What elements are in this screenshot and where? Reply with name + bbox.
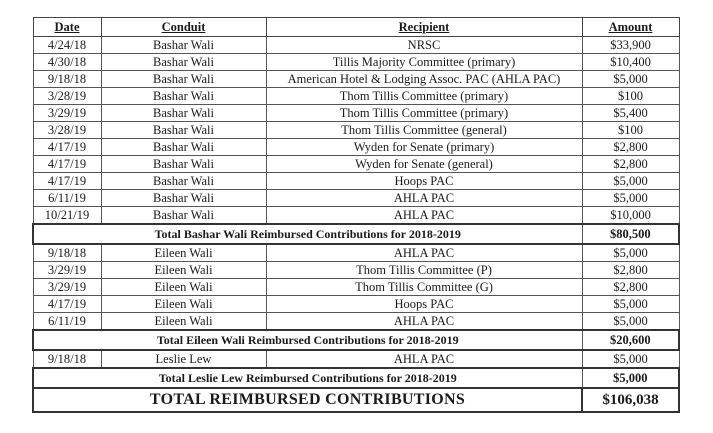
date-cell: 4/24/18 [33,37,101,54]
conduit-cell: Eileen Wali [101,244,266,262]
recipient-cell: AHLA PAC [266,207,582,225]
amount-cell: $5,000 [582,71,679,88]
table-row [33,71,679,88]
table-row [33,105,679,122]
recipient-header: Recipient [266,18,582,37]
subtotal-row [33,330,679,350]
amount-cell: $5,400 [582,105,679,122]
date-cell: 4/30/18 [33,54,101,71]
amount-cell: $5,000 [582,313,679,331]
subtotal-row [33,368,679,388]
recipient-cell: Tillis Majority Committee (primary) [266,54,582,71]
conduit-cell: Eileen Wali [101,313,266,331]
recipient-cell: AHLA PAC [266,190,582,207]
amount-cell: $2,800 [582,279,679,296]
recipient-cell: Wyden for Senate (primary) [266,139,582,156]
header-row [33,18,679,37]
subtotal-label: Total Eileen Wali Reimbursed Contributions for 2018-2019 [33,330,582,350]
amount-cell: $33,900 [582,37,679,54]
contributions-table [32,17,680,413]
table-row [33,88,679,105]
recipient-cell: Thom Tillis Committee (general) [266,122,582,139]
grand-total-amount: $106,038 [582,388,679,412]
conduit-cell: Bashar Wali [101,156,266,173]
amount-cell: $100 [582,88,679,105]
recipient-cell: NRSC [266,37,582,54]
recipient-cell: AHLA PAC [266,313,582,331]
conduit-cell: Bashar Wali [101,105,266,122]
subtotal-amount: $80,500 [582,224,679,244]
conduit-cell: Bashar Wali [101,37,266,54]
amount-cell: $2,800 [582,156,679,173]
date-cell: 3/29/19 [33,105,101,122]
date-cell: 4/17/19 [33,156,101,173]
recipient-cell: Thom Tillis Committee (primary) [266,105,582,122]
conduit-cell: Bashar Wali [101,122,266,139]
conduit-cell: Leslie Lew [101,350,266,368]
recipient-cell: Thom Tillis Committee (G) [266,279,582,296]
recipient-cell: AHLA PAC [266,350,582,368]
table-row [33,173,679,190]
date-cell: 6/11/19 [33,190,101,207]
recipient-cell: AHLA PAC [266,244,582,262]
contributions-table-container [32,17,678,413]
amount-cell: $10,400 [582,54,679,71]
amount-cell: $2,800 [582,262,679,279]
conduit-cell: Eileen Wali [101,296,266,313]
subtotal-label: Total Leslie Lew Reimbursed Contributions for 2018-2019 [33,368,582,388]
date-cell: 4/17/19 [33,296,101,313]
date-cell: 9/18/18 [33,71,101,88]
conduit-cell: Bashar Wali [101,71,266,88]
date-cell: 3/28/19 [33,122,101,139]
table-row [33,37,679,54]
table-row [33,262,679,279]
recipient-cell: Thom Tillis Committee (primary) [266,88,582,105]
amount-cell: $100 [582,122,679,139]
table-row [33,244,679,262]
date-cell: 3/29/19 [33,279,101,296]
subtotal-amount: $20,600 [582,330,679,350]
date-cell: 4/17/19 [33,139,101,156]
recipient-cell: Wyden for Senate (general) [266,156,582,173]
table-row [33,296,679,313]
table-row [33,350,679,368]
date-header: Date [33,18,101,37]
amount-cell: $5,000 [582,173,679,190]
table-row [33,207,679,225]
subtotal-amount: $5,000 [582,368,679,388]
conduit-cell: Bashar Wali [101,173,266,190]
conduit-cell: Eileen Wali [101,279,266,296]
date-cell: 3/28/19 [33,88,101,105]
table-row [33,156,679,173]
amount-cell: $5,000 [582,190,679,207]
amount-cell: $5,000 [582,350,679,368]
conduit-cell: Bashar Wali [101,54,266,71]
recipient-cell: Hoops PAC [266,296,582,313]
grand-total-row [33,388,679,412]
table-row [33,313,679,331]
conduit-header: Conduit [101,18,266,37]
table-row [33,190,679,207]
table-body [33,37,679,413]
conduit-cell: Eileen Wali [101,262,266,279]
amount-header: Amount [582,18,679,37]
date-cell: 6/11/19 [33,313,101,331]
date-cell: 3/29/19 [33,262,101,279]
date-cell: 9/18/18 [33,350,101,368]
conduit-cell: Bashar Wali [101,88,266,105]
subtotal-row [33,224,679,244]
amount-cell: $10,000 [582,207,679,225]
table-row [33,122,679,139]
recipient-cell: Thom Tillis Committee (P) [266,262,582,279]
date-cell: 4/17/19 [33,173,101,190]
amount-cell: $5,000 [582,296,679,313]
table-row [33,139,679,156]
table-row [33,54,679,71]
recipient-cell: Hoops PAC [266,173,582,190]
grand-total-label: TOTAL REIMBURSED CONTRIBUTIONS [33,388,582,412]
date-cell: 9/18/18 [33,244,101,262]
date-cell: 10/21/19 [33,207,101,225]
conduit-cell: Bashar Wali [101,190,266,207]
amount-cell: $5,000 [582,244,679,262]
subtotal-label: Total Bashar Wali Reimbursed Contributions for 2018-2019 [33,224,582,244]
recipient-cell: American Hotel & Lodging Assoc. PAC (AHLA PAC) [266,71,582,88]
conduit-cell: Bashar Wali [101,139,266,156]
conduit-cell: Bashar Wali [101,207,266,225]
table-row [33,279,679,296]
amount-cell: $2,800 [582,139,679,156]
